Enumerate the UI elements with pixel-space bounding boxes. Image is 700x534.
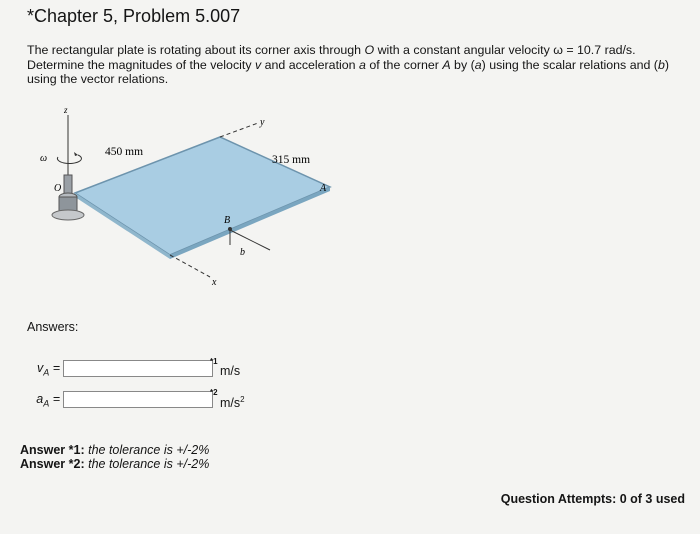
aa-input[interactable] (63, 391, 213, 408)
point-B (228, 227, 232, 231)
label-x: x (212, 277, 217, 288)
label-A: A (320, 183, 327, 194)
y-axis (220, 123, 258, 137)
label-z: z (64, 105, 68, 115)
dim-315: 315 mm (272, 154, 311, 166)
va-input[interactable] (63, 360, 213, 377)
dim-450: 450 mm (105, 146, 144, 158)
answer-1-marker: *1 (210, 357, 218, 366)
aa-label: $a_A$ = (36, 392, 60, 409)
problem-figure (30, 105, 370, 300)
label-y: y (260, 117, 265, 128)
va-unit: m/s (220, 364, 241, 378)
label-B: B (224, 215, 231, 226)
problem-title: *Chapter 5, Problem 5.007 (27, 6, 241, 26)
label-b: b (240, 247, 245, 258)
omega-arrow (57, 155, 81, 164)
aa-unit: $m/s^2$ (220, 395, 245, 411)
label-omega: ω (40, 153, 48, 164)
tolerance-1: Answer *1: the tolerance is +/-2% (20, 443, 210, 457)
x-axis (170, 255, 210, 277)
label-O: O (54, 183, 62, 194)
question-attempts: Question Attempts: 0 of 3 used (500, 492, 685, 506)
answers-heading: Answers: (27, 320, 79, 334)
bearing-base (52, 210, 84, 220)
plate-diagram (30, 105, 370, 300)
problem-statement: The rectangular plate is rotating about its corner axis through O with a constant angular velocity ω = 10.7 rad/s. Determine the magnitudes of the velocity v and acceleration a of the corner A by (a) using the scalar relations and (b) using the vector relations. (27, 43, 669, 86)
va-label: $v_A$ = (36, 361, 60, 378)
answer-2-marker: *2 (210, 388, 218, 397)
tolerance-2: Answer *2: the tolerance is +/-2% (20, 457, 210, 471)
b-dimension (230, 230, 270, 250)
omega-arrowhead (74, 152, 78, 156)
